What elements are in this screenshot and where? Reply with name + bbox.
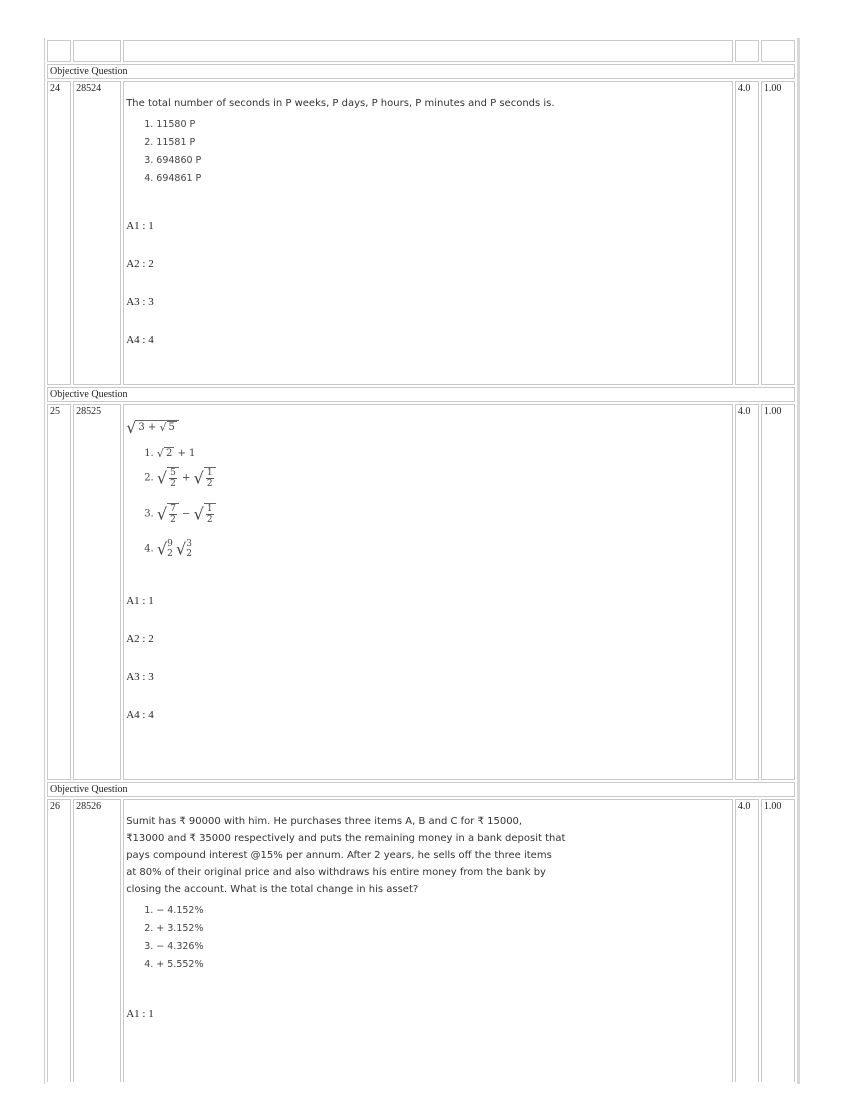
question-marks: 4.0 xyxy=(735,81,759,385)
option-item xyxy=(144,467,730,503)
answer-key: A4 : 4 xyxy=(126,334,154,346)
numerator: 1 xyxy=(206,504,213,514)
sqrt-icon: √ xyxy=(156,504,168,524)
table-row-question xyxy=(47,404,795,780)
question-negative-marks: 1.00 xyxy=(761,799,795,1082)
stub-qid xyxy=(73,40,121,62)
table-row-stub xyxy=(47,40,795,62)
denominator: 2 xyxy=(170,479,176,489)
question-text-line: pays compound interest @15% per annum. After 2 years, he sells off the three items xyxy=(126,850,552,861)
option-rest: + 1 xyxy=(174,448,196,459)
numerator: 1 xyxy=(206,468,213,478)
sqrt-icon: √ xyxy=(126,418,137,437)
question-negative-marks: 1.00 xyxy=(761,404,795,780)
stub-content xyxy=(123,40,733,62)
sqrt-icon: √ xyxy=(159,421,167,434)
section-row xyxy=(47,64,795,79)
numerator: 3 xyxy=(186,539,192,549)
option-item: 4. + 5.552% xyxy=(144,959,204,970)
question-serial: 25 xyxy=(47,404,71,780)
question-content xyxy=(123,404,733,780)
option-item: 3. − 4.326% xyxy=(144,941,204,952)
stub-serial xyxy=(47,40,71,62)
answer-key: A1 : 1 xyxy=(126,220,154,232)
option-item xyxy=(144,503,730,539)
table-row-question xyxy=(47,81,795,385)
radicand: 3 + xyxy=(138,422,160,433)
answer-key: A1 : 1 xyxy=(126,595,154,607)
option-item: 2. + 3.152% xyxy=(144,923,204,934)
inner-radicand: 5 xyxy=(168,422,175,433)
question-content xyxy=(123,799,733,1082)
sqrt-icon: √ xyxy=(156,539,168,559)
option-item xyxy=(144,539,730,575)
numerator: 5 xyxy=(170,468,176,478)
answer-key: A3 : 3 xyxy=(126,671,154,683)
question-content xyxy=(123,81,733,385)
question-text-line: closing the account. What is the total change in his asset? xyxy=(126,884,419,895)
option-number: 1. xyxy=(144,448,154,459)
sqrt-icon: √ xyxy=(176,539,187,559)
answer-key: A3 : 3 xyxy=(126,296,154,308)
question-marks: 4.0 xyxy=(735,404,759,780)
question-table-frame xyxy=(44,38,800,1084)
option-list xyxy=(144,116,730,188)
option-item xyxy=(144,447,730,467)
question-serial: 26 xyxy=(47,799,71,1082)
stub-marks xyxy=(735,40,759,62)
answer-key: A2 : 2 xyxy=(126,258,154,270)
question-table xyxy=(45,38,797,1084)
stub-negative xyxy=(761,40,795,62)
sqrt-icon: √ xyxy=(156,447,164,460)
sqrt-icon: √ xyxy=(193,468,204,488)
radicand: 2 xyxy=(165,448,173,459)
option-item: 1. − 4.152% xyxy=(144,905,204,916)
denominator: 2 xyxy=(186,549,192,559)
question-id: 28525 xyxy=(73,404,121,780)
option-item: 3. 694860 P xyxy=(144,155,202,166)
denominator: 2 xyxy=(170,515,176,525)
section-label: Objective Question xyxy=(47,64,795,79)
denominator: 2 xyxy=(206,479,213,489)
denominator: 2 xyxy=(206,515,213,525)
question-text-line: at 80% of their original price and also withdraws his entire money from the bank by xyxy=(126,867,546,878)
option-item: 2. 11581 P xyxy=(144,137,196,148)
numerator: 7 xyxy=(170,504,176,514)
question-text-line: ₹13000 and ₹ 35000 respectively and puts the remaining money in a bank deposit that xyxy=(126,833,566,844)
sqrt-icon: √ xyxy=(156,468,168,488)
question-serial: 24 xyxy=(47,81,71,385)
answer-key: A1 : 1 xyxy=(126,1008,154,1020)
denominator: 2 xyxy=(167,549,173,559)
operator: − xyxy=(182,508,191,520)
option-item: 1. 11580 P xyxy=(144,119,196,130)
question-text-line: Sumit has ₹ 90000 with him. He purchases three items A, B and C for ₹ 15000, xyxy=(126,816,523,827)
question-text: The total number of seconds in P weeks, P days, P hours, P minutes and P seconds is. xyxy=(126,98,555,109)
numerator: 9 xyxy=(167,539,173,549)
question-id: 28524 xyxy=(73,81,121,385)
table-row-question xyxy=(47,799,795,1082)
question-negative-marks: 1.00 xyxy=(761,81,795,385)
answer-key: A2 : 2 xyxy=(126,633,154,645)
answer-key: A4 : 4 xyxy=(126,709,154,721)
question-text xyxy=(126,813,730,898)
option-number: 3. xyxy=(144,508,154,520)
option-number: 2. xyxy=(144,472,154,484)
operator: + xyxy=(182,472,191,484)
sqrt-icon: √ xyxy=(193,504,204,524)
section-row xyxy=(47,387,795,402)
option-list xyxy=(144,447,730,575)
question-marks: 4.0 xyxy=(735,799,759,1082)
question-math xyxy=(126,418,730,437)
option-list xyxy=(144,902,730,974)
option-item: 4. 694861 P xyxy=(144,173,202,184)
question-id: 28526 xyxy=(73,799,121,1082)
question-paper xyxy=(44,38,800,1084)
section-row xyxy=(47,782,795,797)
section-label: Objective Question xyxy=(47,782,795,797)
section-label: Objective Question xyxy=(47,387,795,402)
option-number: 4. xyxy=(144,543,154,555)
